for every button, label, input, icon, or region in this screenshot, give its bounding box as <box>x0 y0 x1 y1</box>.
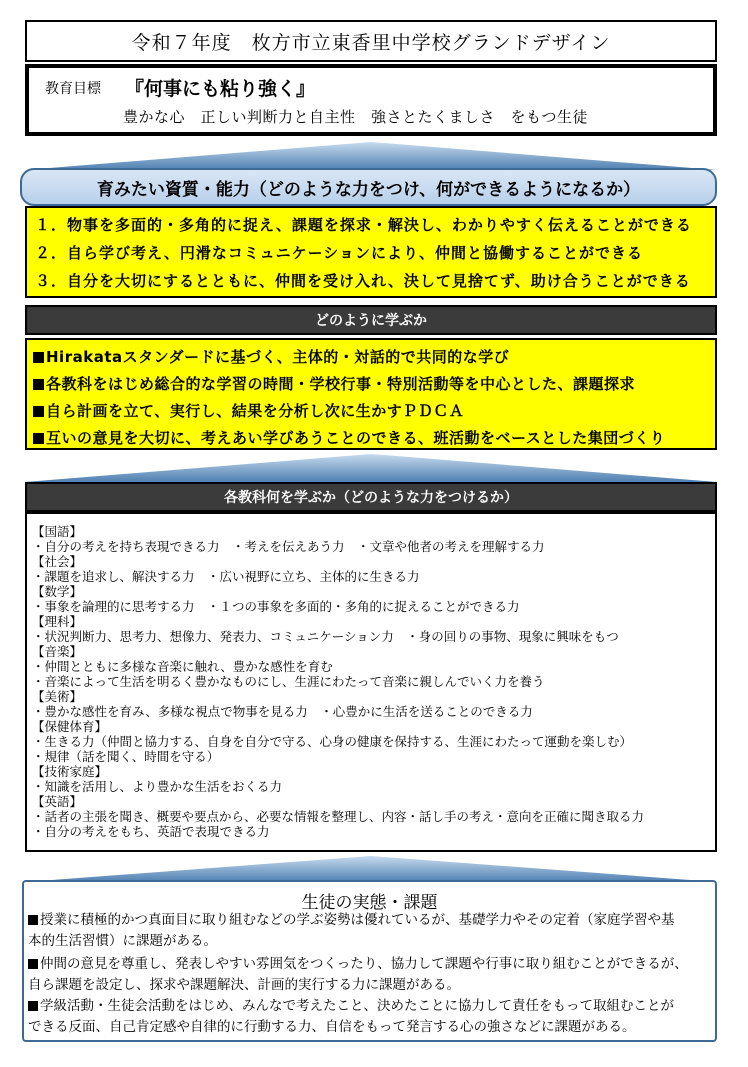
square-bullet-icon <box>28 915 38 925</box>
list-item: ３．自分を大切にするとともに、仲間を受け入れ、決して見捨てず、助け合うことができる <box>35 272 691 290</box>
education-goal <box>25 64 717 136</box>
square-bullet-icon <box>28 959 38 969</box>
list-item: Hirakataスタンダードに基づく、主体的・対話的で共同的な学び <box>33 346 509 367</box>
subject-line: ・規律（話を聞く、時間を守る） <box>32 749 220 764</box>
reality-heading: 生徒の実態・課題 <box>301 893 438 913</box>
reality-item: 学級活動・生徒会活動をはじめ、みんなで考えたこと、決めたことに協力して責任をもって取組むことが できる反面、自己肯定感や自律的に行動する力、自信をもって発言する心の強さなどに課題がある。 <box>28 998 674 1035</box>
goal-subtitle: 豊かな心 正しい判断力と自主性 強さとたくましさ をもつ生徒 <box>123 108 589 126</box>
up-arrow-icon <box>25 856 717 882</box>
subject-line: 【数学】 <box>32 584 83 599</box>
goal-slogan: 『何事にも粘り強く』 <box>125 78 316 100</box>
reality-item: 仲間の意見を尊重し、発表しやすい雰囲気をつくったり、協力して課題や行事に取り組むことができるが、 自ら課題を設定し、探求や課題解決、計画的実行する力に課題がある。 <box>28 956 688 993</box>
subject-line: ・自分の考えをもち、英語で表現できる力 <box>32 824 270 839</box>
list-item: ２．自ら学び考え、円滑なコミュニケーションにより、仲間と協働することができる <box>35 244 644 262</box>
subjects-heading: 各教科何を学ぶか（どのような力をつけるか） <box>25 482 717 512</box>
student-reality <box>22 880 717 1042</box>
subject-line: ・知識を活用し、より豊かな生活をおくる力 <box>32 779 283 794</box>
how-list <box>25 338 717 450</box>
subject-line: 【理科】 <box>32 614 83 629</box>
how-heading: どのように学ぶか <box>25 305 717 335</box>
subject-line: ・生きる力（仲間と協力する、自身を自分で守る、心身の健康を保持する、生涯にわたって運動を楽しむ） <box>32 734 633 749</box>
subject-line: ・状況判断力、思考力、想像力、発表力、コミュニケーション力 ・身の回りの事物、現象に興味をもつ <box>32 629 619 644</box>
square-bullet-icon <box>33 406 44 417</box>
subject-line: ・事象を論理的に思考する力 ・１つの事象を多面的・多角的に捉えることができる力 <box>32 599 520 614</box>
abilities-heading: 育みたい資質・能力（どのような力をつけ、何ができるようになるか） <box>20 168 717 206</box>
subject-line: ・話者の主張を聞き、概要や要点から、必要な情報を整理し、内容・話し手の考え・意向を正確に聞き取る力 <box>32 809 645 824</box>
subject-line: 【英語】 <box>32 794 83 809</box>
list-item: 自ら計画を立て、実行し、結果を分析し次に生かすＰＤＣＡ <box>33 400 464 421</box>
subject-line: ・課題を追求し、解決する力 ・広い視野に立ち、主体的に生きる力 <box>32 569 420 584</box>
subject-line: ・自分の考えを持ち表現できる力 ・考えを伝えあう力 ・文章や他者の考えを理解する力 <box>32 539 545 554</box>
subjects-list <box>25 512 717 852</box>
subject-line: 【社会】 <box>32 554 83 569</box>
subject-line: 【音楽】 <box>32 644 83 659</box>
square-bullet-icon <box>33 433 44 444</box>
subject-line: 【国語】 <box>32 524 83 539</box>
up-arrow-icon <box>25 142 717 170</box>
page-title: 令和７年度 枚方市立東香里中学校グランドデザイン <box>25 20 717 62</box>
square-bullet-icon <box>33 379 44 390</box>
square-bullet-icon <box>28 1001 38 1011</box>
square-bullet-icon <box>33 352 44 363</box>
subject-line: 【美術】 <box>32 689 83 704</box>
subject-line: ・豊かな感性を育み、多様な視点で物事を見る力 ・心豊かに生活を送ることのできる力 <box>32 704 533 719</box>
subject-line: 【保健体育】 <box>32 719 108 734</box>
list-item: 各教科をはじめ総合的な学習の時間・学校行事・特別活動等を中心とした、課題探求 <box>33 373 635 394</box>
reality-item: 授業に積極的かつ真面目に取り組むなどの学ぶ姿勢は優れているが、基礎学力やその定着（家庭学習や基 本的生活習慣）に課題がある。 <box>28 912 675 949</box>
list-item: １．物事を多面的・多角的に捉え、課題を探求・解決し、わかりやすく伝えることができる <box>35 216 692 234</box>
list-item: 互いの意見を大切に、考えあい学びあうことのできる、班活動をベースとした集団づくり <box>33 427 665 448</box>
subject-line: ・音楽によって生活を明るく豊かなものにし、生涯にわたって音楽に親しんでいく力を養う <box>32 674 545 689</box>
subject-line: 【技術家庭】 <box>32 764 108 779</box>
goal-label: 教育目標 <box>45 81 101 97</box>
subject-line: ・仲間とともに多様な音楽に触れ、豊かな感性を育む <box>32 659 333 674</box>
abilities-list <box>25 206 717 298</box>
up-arrow-icon <box>25 454 717 482</box>
